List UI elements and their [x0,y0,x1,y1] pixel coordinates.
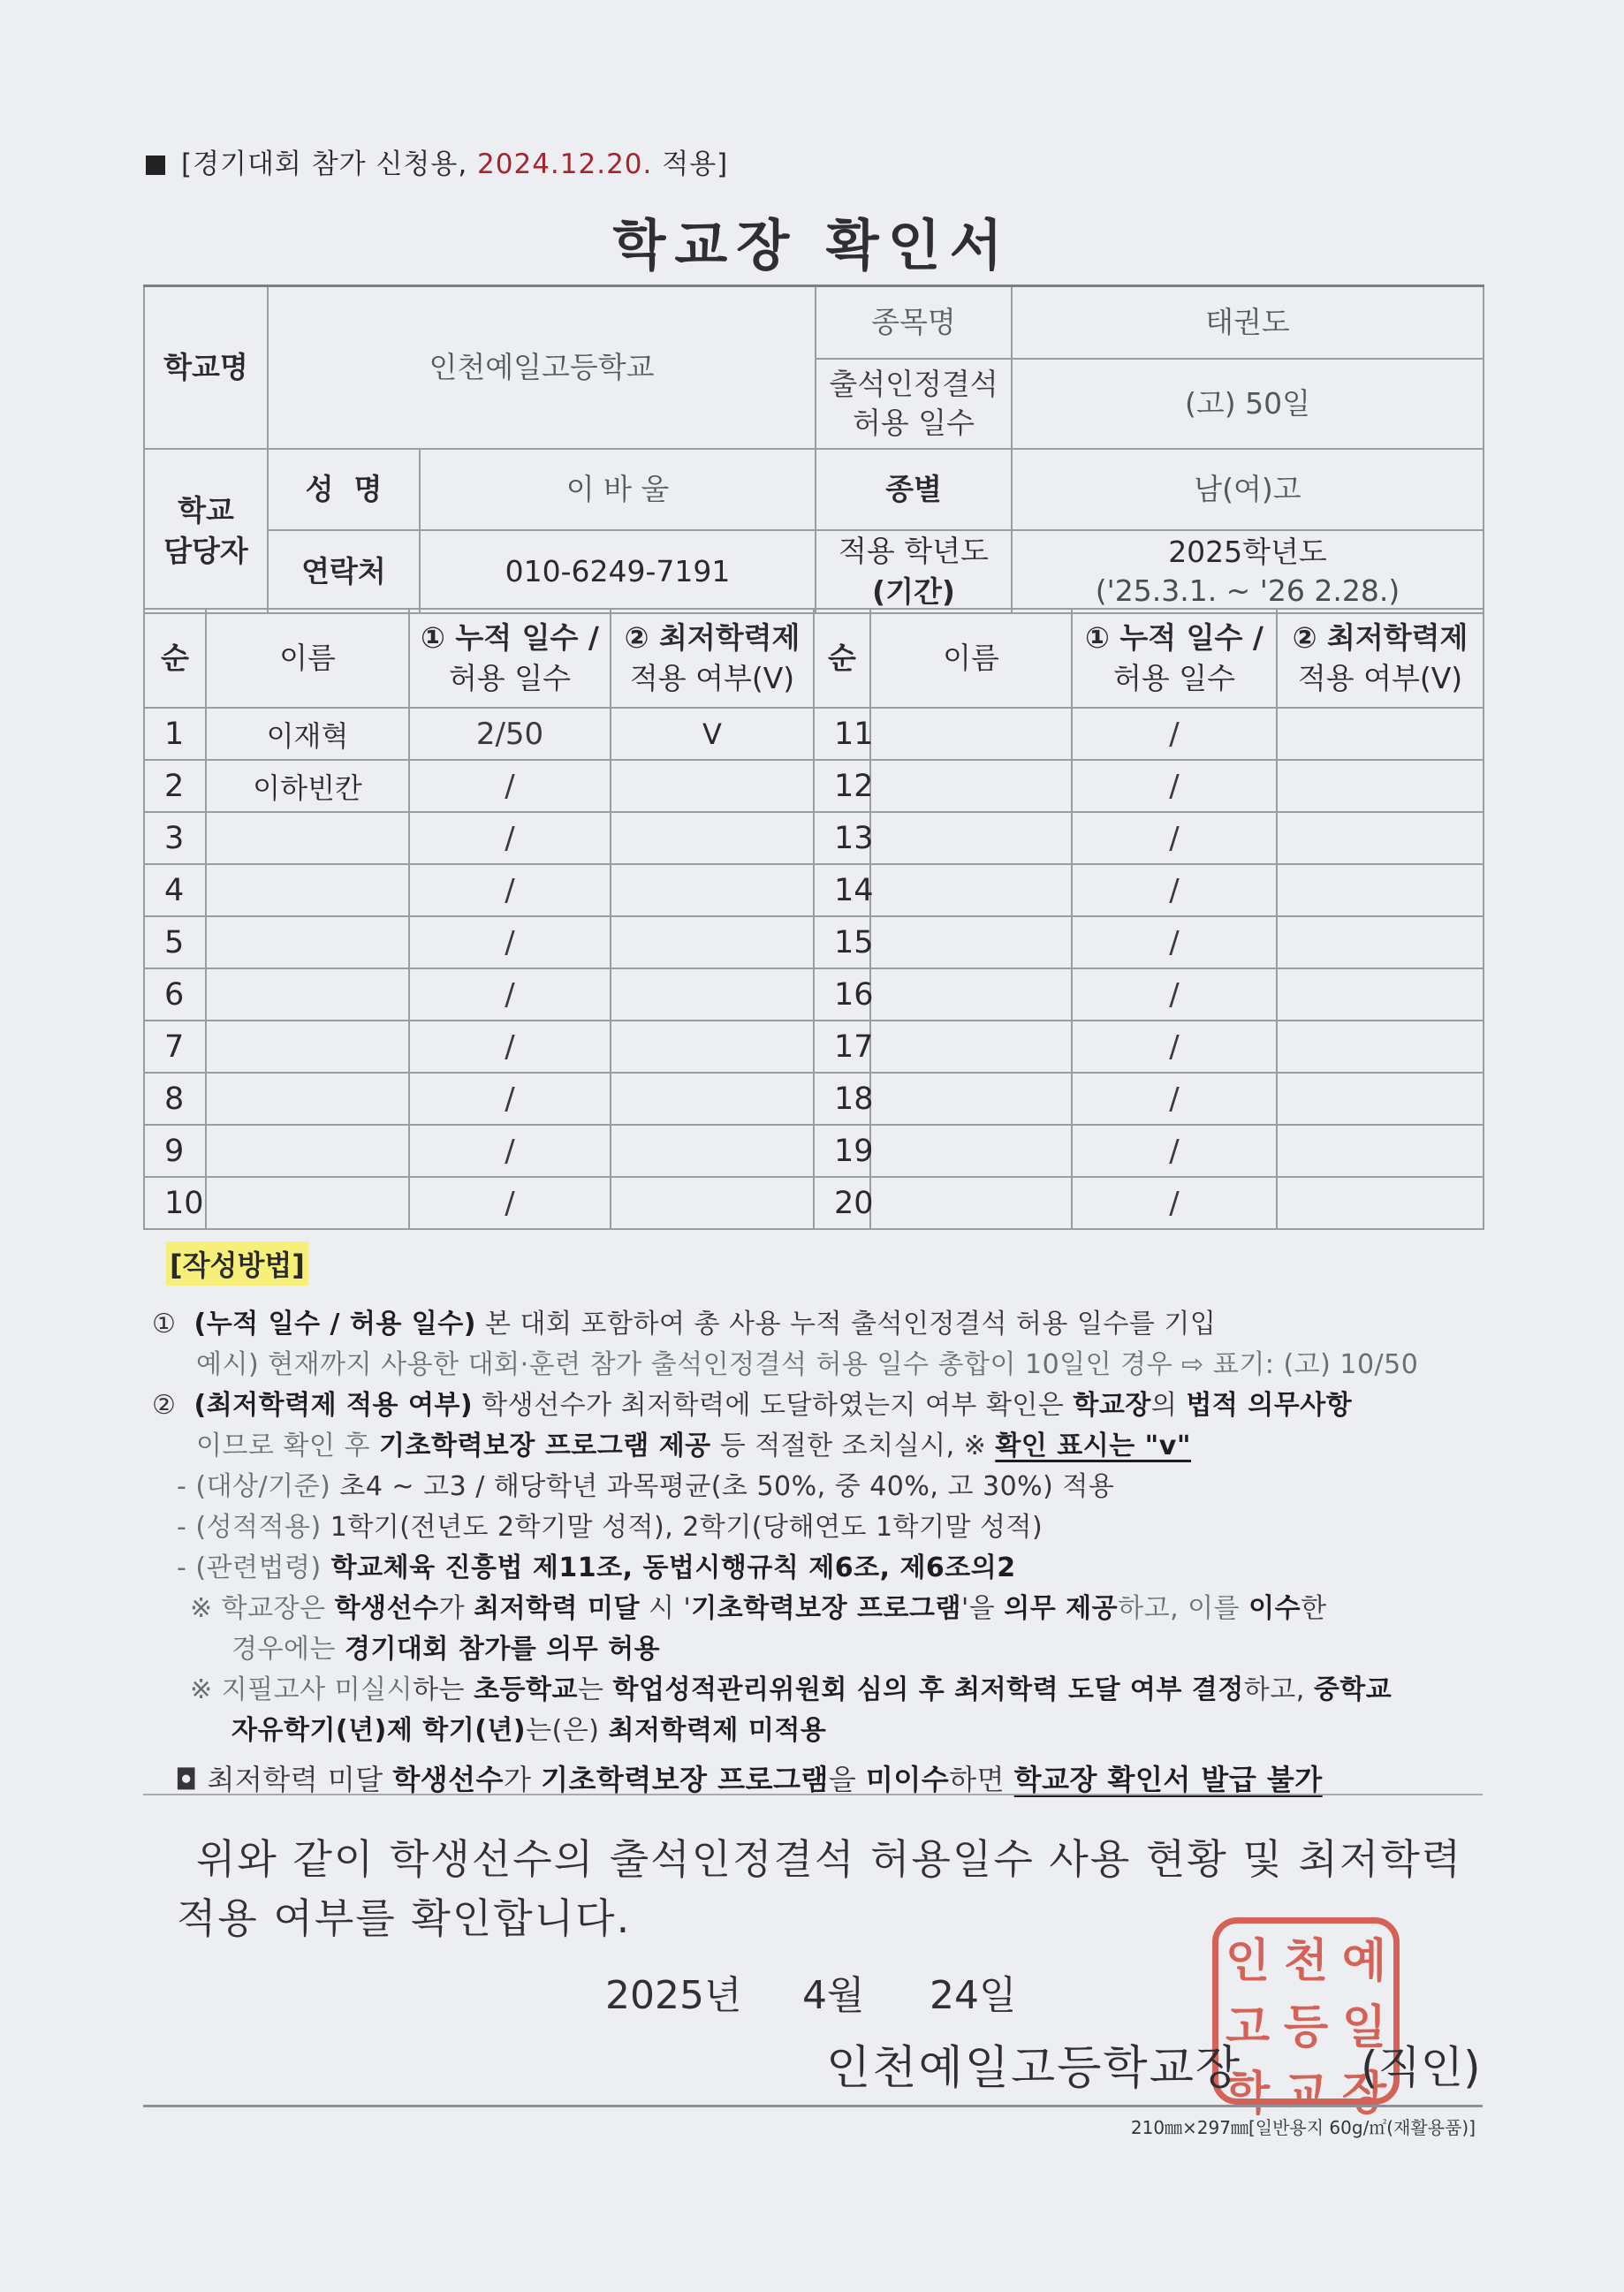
sport-label: 종목명 [816,286,1012,359]
row-min-mark [1277,708,1484,760]
row-days: / [1072,916,1277,968]
stamp-char: 인 [1225,1934,1271,1988]
row-min-mark [1277,968,1484,1021]
row-name [870,968,1072,1021]
row-min-mark [611,1073,814,1125]
principal-name: 인천예일고등학교장 [826,2042,1242,2095]
header-name: 이름 [206,609,409,708]
year-value-2: ('25.3.1. ~ '26 2.28.) [1095,573,1400,608]
row-number: 18 [814,1073,870,1125]
row-days: / [1072,760,1277,812]
divider [143,1794,1483,1795]
contact-value: 010-6249-7191 [420,530,816,613]
row-name [206,1073,409,1125]
row-min-mark [611,864,814,916]
seal-note: (직인) [1361,2042,1481,2093]
row-name [206,864,409,916]
stamp-char: 등 [1283,2000,1329,2054]
row-min-mark [1277,1177,1484,1229]
row-number: 14 [814,864,870,916]
name-label: 성 명 [268,449,420,530]
year-value-1: 2025학년도 [1168,534,1327,569]
table-row [144,864,1484,916]
stamp-char: 천 [1283,1934,1329,1988]
row-days: / [409,1021,611,1073]
row-days: / [1072,864,1277,916]
sport-value: 태권도 [1012,286,1484,359]
row-number: 6 [144,968,206,1021]
row-min-mark [1277,1021,1484,1073]
row-number: 1 [144,708,206,760]
header-min-1-right: ② 최저학력제 [1292,620,1468,655]
row-number: 19 [814,1125,870,1177]
row-name [206,1177,409,1229]
row-name [870,760,1072,812]
row-number: 8 [144,1073,206,1125]
row-days: / [409,968,611,1021]
row-number: 4 [144,864,206,916]
row-name [870,708,1072,760]
allowed-value: (고) 50일 [1012,359,1484,449]
row-min-mark [611,968,814,1021]
info-table [143,285,1484,614]
row-days: / [409,1125,611,1177]
row-name [870,1021,1072,1073]
school-label: 학교명 [144,286,268,449]
table-row [144,968,1484,1021]
stamp-char: 학 [1225,2067,1271,2121]
row-min-mark [1277,760,1484,812]
instruction-line-3: ② (최저학력제 적용 여부) 학생선수가 최저학력에 도달하였는지 여부 확인은 학교장의 법적 의무사항 [152,1390,1353,1421]
table-row [144,708,1484,760]
instruction-line-1: ① (누적 일수 / 허용 일수) 본 대회 포함하여 총 사용 누적 출석인정결석 허용 일수를 기입 [152,1309,1217,1340]
row-number: 13 [814,812,870,864]
name-value: 이 바 울 [420,449,816,530]
school-value: 인천예일고등학교 [268,286,816,449]
stamp-char: 장 [1341,2067,1387,2121]
row-min-mark [1277,1073,1484,1125]
roster-header-row [144,609,1484,708]
closing-line-1: 위와 같이 학생선수의 출석인정결석 허용일수 사용 현황 및 최저학력 [196,1835,1463,1883]
square-arrow-icon: ◘ [175,1763,198,1796]
roster-table [143,608,1484,1230]
row-min-mark [611,1125,814,1177]
row-name [206,1125,409,1177]
row-number: 15 [814,916,870,968]
row-number: 5 [144,916,206,968]
row-number: 16 [814,968,870,1021]
row-min-mark [1277,1125,1484,1177]
row-number: 12 [814,760,870,812]
instruction-line-9: 경우에는 경기대회 참가를 의무 허용 [231,1634,661,1665]
header-no-right: 순 [814,609,870,708]
row-min-mark: V [611,708,814,760]
row-name: 이재혁 [206,708,409,760]
stamp-char: 고 [1225,2000,1271,2054]
table-row [144,1021,1484,1073]
header-min-2-right: 적용 여부(V) [1297,661,1463,695]
date-year: 2025년 [605,1973,742,2018]
row-days: / [409,812,611,864]
row-number: 10 [144,1177,206,1229]
instruction-line-11: 자유학기(년)제 학기(년)는(은) 최저학력제 미적용 [231,1715,827,1746]
row-name [870,1125,1072,1177]
bottom-rule [143,2105,1483,2107]
table-row [144,812,1484,864]
instructions-heading: [작성방법] [166,1241,308,1286]
row-number: 3 [144,812,206,864]
date-day: 24일 [930,1973,1017,2018]
header-min-2: 적용 여부(V) [629,661,795,695]
row-min-mark [611,916,814,968]
row-days: 2/50 [409,708,611,760]
header-days-2: 허용 일수 [448,661,571,695]
row-name: 이하빈칸 [206,760,409,812]
header-line [146,141,728,181]
row-name [870,916,1072,968]
date-month: 4월 [802,1973,865,2018]
row-days: / [1072,812,1277,864]
table-row [144,760,1484,812]
row-number: 7 [144,1021,206,1073]
row-name [870,864,1072,916]
row-days: / [409,1073,611,1125]
row-days: / [1072,1073,1277,1125]
instruction-line-6: - (성적적용) 1학기(전년도 2학기말 성적), 2학기(당해연도 1학기말 성적) [177,1512,1043,1543]
header-days-2-right: 허용 일수 [1112,661,1235,695]
row-name [870,812,1072,864]
instruction-line-7: - (관련법령) 학교체육 진흥법 제11조, 동법시행규칙 제6조, 제6조의2 [177,1552,1016,1583]
row-min-mark [611,760,814,812]
header-date: 2024.12.20. [477,148,653,180]
row-number: 11 [814,708,870,760]
header-prefix: [경기대회 참가 신청용, [181,148,478,180]
row-days: / [409,1177,611,1229]
manager-label-1: 학교 [178,492,234,527]
row-days: / [1072,1125,1277,1177]
row-number: 2 [144,760,206,812]
row-days: / [1072,968,1277,1021]
row-number: 20 [814,1177,870,1229]
gender-value: 남(여)고 [1012,449,1484,530]
row-min-mark [611,1021,814,1073]
table-row [144,1125,1484,1177]
manager-label [144,449,268,613]
row-days: / [1072,1177,1277,1229]
table-row [144,1073,1484,1125]
contact-label: 연락처 [268,530,420,613]
instruction-line-12: ◘ 최저학력 미달 학생선수가 기초학력보장 프로그램을 미이수하면 학교장 확인서 발급 불가 [175,1763,1323,1796]
row-min-mark [1277,916,1484,968]
allowed-label-1: 출석인정결석 [829,366,998,401]
year-label-2: (기간) [872,573,955,609]
manager-label-2: 담당자 [163,533,248,568]
row-name [206,916,409,968]
row-name [206,968,409,1021]
row-name [870,1177,1072,1229]
row-min-mark [611,812,814,864]
row-min-mark [1277,812,1484,864]
instruction-line-4: 이므로 확인 후 기초학력보장 프로그램 제공 등 적절한 조치실시, ※ 확인 표시는 "v" [196,1431,1191,1461]
header-days-1: ① 누적 일수 / [421,620,599,655]
allowed-label-2: 허용 일수 [852,405,975,440]
table-row [144,916,1484,968]
square-bullet-icon [146,156,165,175]
page-title: 학교장 확인서 [612,213,1012,277]
row-days: / [409,864,611,916]
row-min-mark [611,1177,814,1229]
instruction-line-8: ※ 학교장은 학생선수가 최저학력 미달 시 '기초학력보장 프로그램'을 의무 제공하고, 이를 이수한 [190,1593,1327,1624]
instruction-line-2: 예시) 현재까지 사용한 대회·훈련 참가 출석인정결석 허용 일수 총합이 10일인 경우 ⇨ 표기: (고) 10/50 [196,1349,1419,1380]
paper-spec-footer: 210㎜×297㎜[일반용지 60g/㎡(재활용품)] [1130,2117,1476,2138]
instruction-line-5: - (대상/기준) 초4 ~ 고3 / 해당학년 과목평균(초 50%, 중 40%, 고 30%) 적용 [177,1471,1115,1502]
row-days: / [1072,1021,1277,1073]
header-no: 순 [144,609,206,708]
stamp-char: 교 [1283,2067,1329,2121]
row-name [206,1021,409,1073]
row-name [206,812,409,864]
table-row [144,1177,1484,1229]
stamp-char: 일 [1341,2000,1387,2054]
header-min-1: ② 최저학력제 [624,620,801,655]
row-days: / [1072,708,1277,760]
row-days: / [409,760,611,812]
header-name-right: 이름 [870,609,1072,708]
year-label-1: 적용 학년도 [839,533,989,568]
header-suffix: 적용] [652,148,729,180]
row-number: 9 [144,1125,206,1177]
row-days: / [409,916,611,968]
row-min-mark [1277,864,1484,916]
gender-label: 종별 [816,449,1012,530]
stamp-char: 예 [1341,1934,1387,1988]
row-name [870,1073,1072,1125]
closing-line-2: 적용 여부를 확인합니다. [177,1894,632,1942]
row-number: 17 [814,1021,870,1073]
instruction-line-10: ※ 지필고사 미실시하는 초등학교는 학업성적관리위원회 심의 후 최저학력 도달 여부 결정하고, 중학교 [190,1674,1393,1705]
header-days-1-right: ① 누적 일수 / [1085,620,1264,655]
